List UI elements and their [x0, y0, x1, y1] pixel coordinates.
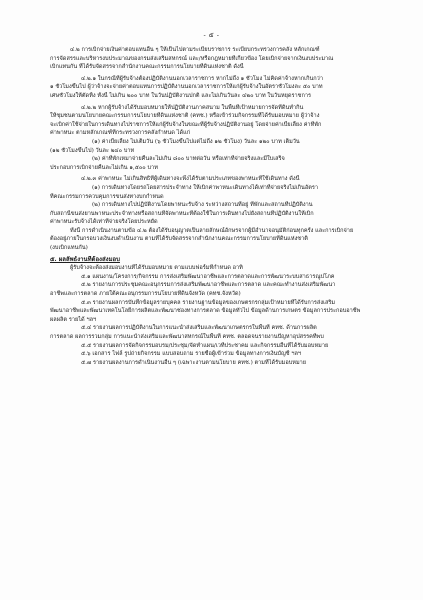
clause-4-2-2	[50, 104, 390, 173]
list-item: ๕.๖ เอกสาร ไฟล์ รูปถ่ายกิจกรรม แบบสอบถาม รายชื่อผู้เข้าร่วม ข้อมูลทางการเงินบัญชี ฯลฯ	[81, 351, 302, 358]
text-line: ค่าพาหนะ ตามหลักเกณฑ์ที่กระทรวงการคลังกำหนด ได้แก่	[50, 130, 191, 137]
text-line: เบิกแทนกัน ที่ได้รับจัดสรรจากสำนักงานคณะกรรมการนโยบายที่ดินแห่งชาติ ดังนี้	[50, 64, 244, 71]
list-item: ๕.๕ รายงานผลการจัดกิจกรรมอบรม/ประชุม/จัดทำแผน/เวทีประชาคม และกิจกรรมอื่นที่ได้รับมอบหมาย	[81, 342, 329, 349]
text-line: ต้องอยู่ภายในกรอบวงเงินงบดำเนินงาน ตามที่ได้รับจัดสรรจากสำนักงานคณะกรรมการนโยบายที่ดินแห่งชาติ	[50, 236, 308, 243]
text-line: (๑) ค่าเบี้ยเลี้ยง ไม่เต็มวัน (๖ ชั่วโมงขึ้นไปแต่ไม่ถึง ๑๒ ชั่วโมง) วันละ ๑๒๐ บาท เต็มวัน	[92, 138, 300, 145]
document-body	[50, 46, 390, 367]
text-line: ให้ชุมชนตามนโยบายคณะกรรมการนโยบายที่ดินแห่งชาติ (คทช.) หรือเข้าร่วมกิจกรรมที่ได้รับมอบหมาย ผู้ว่าจ้าง	[50, 113, 320, 120]
list-item-cont: ผลผลิต รายได้ ฯลฯ	[50, 316, 97, 323]
text-line: (๑) การเดินทางโดยรถโดยสารประจำทาง ให้เบิกค่าพาหนะเดินทางได้เท่าที่จ่ายจริงไม่เกินอัตรา	[92, 184, 319, 191]
section-5	[50, 256, 390, 368]
clause-4-2-1	[50, 75, 390, 101]
list-item: ๕.๑ แผนงาน/โครงการ/กิจกรรม การส่งเสริมพัฒนาอาชีพและการตลาดและการพัฒนาระบบสาธารณูปโภค	[81, 273, 335, 280]
page-number: - ๕ -	[203, 31, 220, 39]
text-line: ๔.๒.๑ ในกรณีที่ผู้รับจ้างต้องปฏิบัติงานนอกเวลาราชการ หากไม่ถึง ๑ ชั่วโมง ไม่คิดค่าจ้างหากเกินกว่า	[81, 75, 323, 82]
section-heading: ๕. ผลลัพธ์งานที่ต้องส่งมอบ	[50, 255, 120, 263]
text-line: (๒) การเดินทางไปปฏิบัติงานโดยพาหนะรับจ้าง ระหว่างสถานที่อยู่ ที่พักและสถานที่ปฏิบัติงาน	[92, 202, 313, 209]
list-item: ๕.๔ รายงานผลการปฏิบัติงานในการแนะนำส่งเสริมและพัฒนาเกษตรกรในพื้นที่ คทช. ด้านการผลิต	[81, 325, 317, 332]
text-line: ที่คณะกรรมการควบคุมการขนส่งทางบกกำหนด	[50, 193, 164, 200]
text-line: การจัดสรรและบริหารงบประมาณของกรมส่งเสริมสหกรณ์ และ/หรือกฎหมายที่เกี่ยวข้อง โดยเบิกจ่ายจากเงินงบประมาณ	[50, 55, 334, 62]
text-line: ๔.๒.๓ ค่าพาหนะ ไม่เกินสิทธิที่ผู้เดินทางจะพึงได้รับตามประเภทของพาหนะที่ใช้เดินทาง ดังนี้	[81, 176, 300, 183]
clause-4-2	[50, 46, 390, 72]
text-line: ๔.๒ การเบิกจ่ายเงินค่าตอบแทนอื่น ๆ ให้เป็นไปตามระเบียบราชการ ระเบียบกระทรวงการคลัง หลักเกณฑ์	[70, 47, 320, 53]
text-line: ค่าพาหนะรับจ้างได้เท่าที่จ่ายจริงโดยประหยัด	[50, 219, 158, 226]
list-item: ๕.๓ รายงานผลการบันทึกข้อมูลรายบุคคล รายงานฐานข้อมูลของเกษตรกรกลุ่มเป้าหมายที่ได้รับการส่งเสริม	[81, 299, 336, 306]
text-line: (งบเบิกแทนกัน)	[50, 245, 88, 252]
list-item: ๕.๒ รายงานการประชุมคณะอนุกรรมการส่งเสริมพัฒนาอาชีพและการตลาด และคณะทำงานส่งเสริมพัฒนา	[81, 282, 336, 289]
list-item-cont: การตลาด ผลการรวมกลุ่ม การแนะนำส่งเสริมและพัฒนาสหกรณ์ในพื้นที่ คทช. ตลอดจนรายงานปัญหาอุปสรรคที่พบ	[50, 334, 324, 340]
list-item-cont: อาชีพและการตลาด ภายใต้คณะอนุกรรมการนโยบายที่ดินจังหวัด (คทช.จังหวัด)	[50, 291, 241, 298]
text-line: จะเบิกค่าใช้จ่ายในการเดินทางไปราชการให้แก่ผู้รับจ้างในขณะที่ผู้รับจ้างปฏิบัติงานอยู่ โดยจ่ายค่าเบี้ยเลี้ยง ค่าที่พัก	[50, 121, 322, 128]
text-line: (๒) ค่าที่พักเหมาจ่ายคืนละไม่เกิน ๘๐๐ บาทต่อวัน หรือเท่าที่จ่ายจริงและมีใบเสร็จ	[92, 156, 285, 163]
text-line: ผู้รับจ้างจะต้องส่งมอบงานที่ได้รับมอบหมาย ตามแบบฟอร์มที่กำหนด อาทิ	[70, 265, 243, 272]
text-line: ๔.๒.๒ หากผู้รับจ้างได้รับมอบหมายให้ปฏิบัติงานภาคสนาม ในพื้นที่เป้าหมายการจัดที่ดินทำกิน	[81, 104, 304, 111]
text-line: เศษชั่วโมงให้ตัดทิ้ง ทั้งนี้ ไม่เกิน ๒๐๐ บาท ในวันปฏิบัติงานปกติ และไม่เกินวันละ ๔๒๐ บาท ในวันหยุดราชการ	[50, 92, 312, 99]
clause-4-2-3	[50, 175, 390, 252]
text-line: ทั้งนี้ การดำเนินงานตามข้อ ๔.๒ ต้องได้รับอนุญาตเป็นลายลักษณ์อักษรจากผู้มีอำนาจอนุมัติก่อนทุกครั้ง และการเบิกจ่าย	[70, 227, 354, 234]
text-line: ๑ ชั่วโมงขึ้นไป ผู้ว่าจ้างจะจ่ายค่าตอบแทนการปฏิบัติงานนอกเวลาราชการให้แก่ผู้รับจ้างในอัตราชั่วโมงละ ๕๐ บาท	[50, 84, 323, 91]
text-line: ประกอบการเบิกจ่ายคืนละไม่เกิน ๑,๕๐๐ บาท	[50, 164, 158, 171]
list-item: ๕.๗ รายงานผลงานการดำเนินงานอื่น ๆ (เฉพาะงานตามนโยบาย คทช.) ตามที่ได้รับมอบหมาย	[81, 359, 307, 366]
text-line: กับสถานีขนส่งยานพาหนะประจำทางหรือสถานที่จัดพาหนะที่ต้องใช้ในการเดินทางไปยังสถานที่ปฏิบัติงานให้เบิก	[50, 210, 314, 217]
list-item-cont: พัฒนาอาชีพและพัฒนาเทคโนโลยีการผลิตและพัฒนาช่องทางการตลาด ข้อมูลทั่วไป ข้อมูลด้านการเกษตร ข้อมูลการประกอบอาชีพ	[50, 308, 361, 315]
text-line: (๑๒ ชั่วโมงขึ้นไป) วันละ ๒๔๐ บาท	[50, 147, 135, 154]
